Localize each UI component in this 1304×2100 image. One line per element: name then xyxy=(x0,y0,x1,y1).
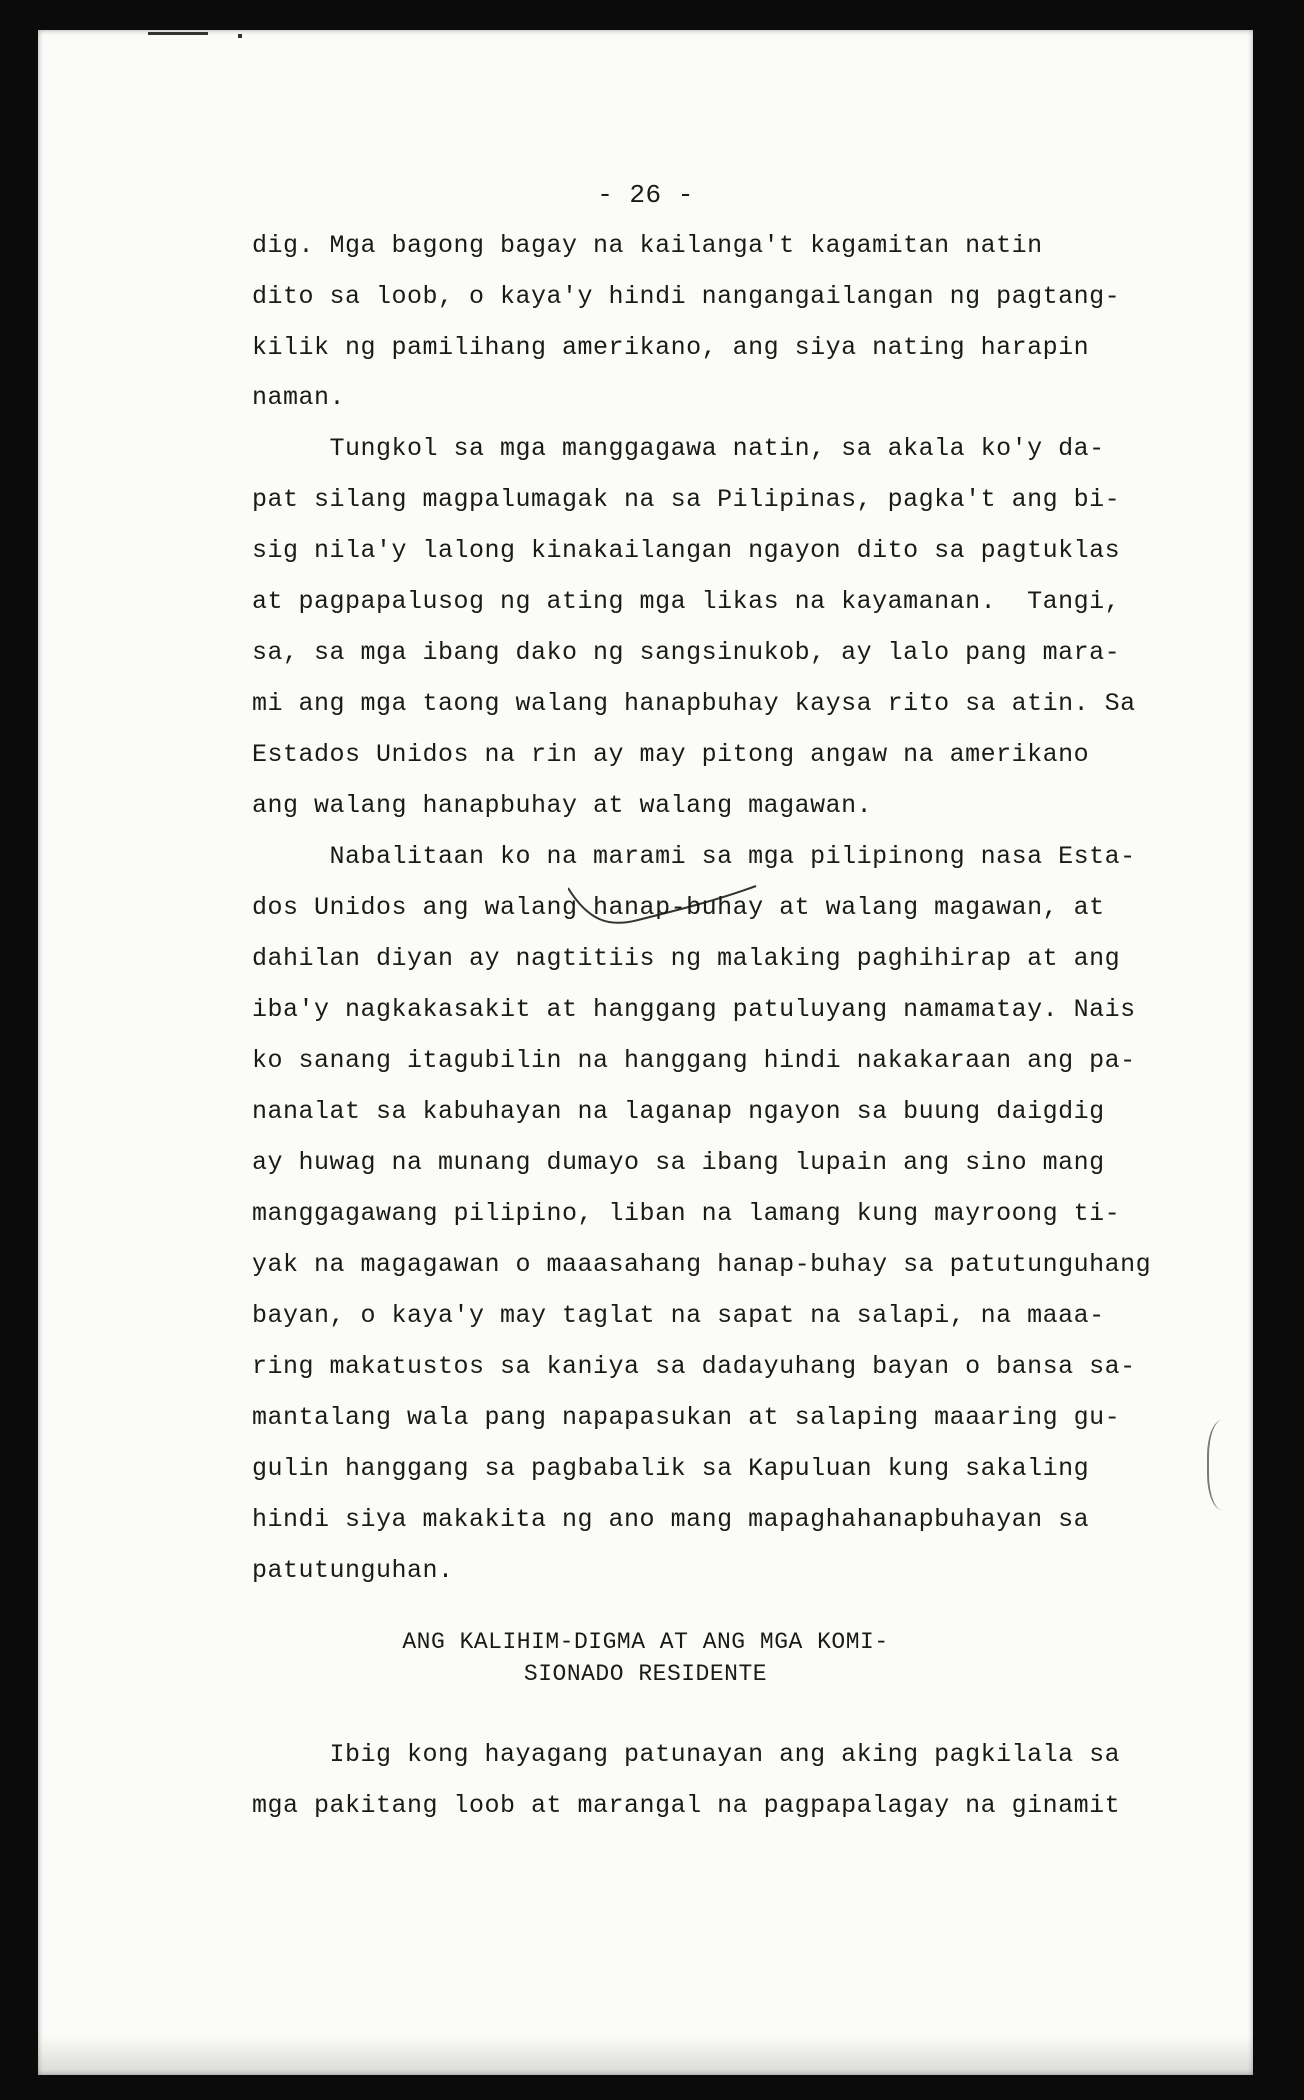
text-line: hindi siya makakita ng ano mang mapaghahanapbuhayan sa xyxy=(252,1505,1090,1534)
text-line: Estados Unidos na rin ay may pitong angaw na amerikano xyxy=(252,740,1090,769)
section-heading-line: SIONADO RESIDENTE xyxy=(523,1661,768,1687)
text-line: iba'y nagkakasakit at hanggang patuluyang namamatay. Nais xyxy=(252,995,1136,1024)
text-line: ay huwag na munang dumayo sa ibang lupain ang sino mang xyxy=(252,1148,1105,1177)
text-line: Nabalitaan ko na marami sa mga pilipinong nasa Esta- xyxy=(252,842,1136,871)
text-line: Tungkol sa mga manggagawa natin, sa akala ko'y da- xyxy=(252,434,1105,463)
text-line: patutunguhan. xyxy=(252,1556,454,1585)
text-line: naman. xyxy=(252,383,346,412)
text-line: kilik ng pamilihang amerikano, ang siya nating harapin xyxy=(252,333,1090,362)
stray-mark-top-dot xyxy=(238,34,242,38)
text-line: ko sanang itagubilin na hanggang hindi nakakaraan ang pa- xyxy=(252,1046,1136,1075)
text-line: ring makatustos sa kaniya sa dadayuhang bayan o bansa sa- xyxy=(252,1352,1136,1381)
text-line: mi ang mga taong walang hanapbuhay kaysa rito sa atin. Sa xyxy=(252,689,1136,718)
text-line: mantalang wala pang napapasukan at salaping maaaring gu- xyxy=(252,1403,1121,1432)
text-line: dig. Mga bagong bagay na kailanga't kagamitan natin xyxy=(252,231,1043,260)
page-number: - 26 - xyxy=(597,180,694,210)
text-line: dos Unidos ang walang hanap-buhay at walang magawan, at xyxy=(252,893,1105,922)
margin-mark xyxy=(1207,1420,1245,1510)
text-line: sig nila'y lalong kinakailangan ngayon dito sa pagtuklas xyxy=(252,536,1121,565)
text-line: ang walang hanapbuhay at walang magawan. xyxy=(252,791,873,820)
text-line: at pagpapalusog ng ating mga likas na kayamanan. Tangi, xyxy=(252,587,1121,616)
text-line: nanalat sa kabuhayan na laganap ngayon sa buung daigdig xyxy=(252,1097,1105,1126)
text-line: yak na magagawan o maaasahang hanap-buhay sa patutunguhang xyxy=(252,1250,1152,1279)
text-line: sa, sa mga ibang dako ng sangsinukob, ay lalo pang mara- xyxy=(252,638,1121,667)
text-line: mga pakitang loob at marangal na pagpapalagay na ginamit xyxy=(252,1791,1121,1820)
document-page xyxy=(38,30,1253,2075)
text-line: pat silang magpalumagak na sa Pilipinas, pagka't ang bi- xyxy=(252,485,1121,514)
text-line: gulin hanggang sa pagbabalik sa Kapuluan kung sakaling xyxy=(252,1454,1090,1483)
section-heading-line: ANG KALIHIM-DIGMA AT ANG MGA KOMI- xyxy=(402,1629,889,1655)
text-line: manggagawang pilipino, liban na lamang kung mayroong ti- xyxy=(252,1199,1121,1228)
text-line: dahilan diyan ay nagtitiis ng malaking paghihirap at ang xyxy=(252,944,1121,973)
text-line: Ibig kong hayagang patunayan ang aking pagkilala sa xyxy=(252,1740,1121,1769)
text-line: dito sa loob, o kaya'y hindi nangangailangan ng pagtang- xyxy=(252,282,1121,311)
text-line: bayan, o kaya'y may taglat na sapat na salapi, na maaa- xyxy=(252,1301,1105,1330)
stray-mark-top xyxy=(148,32,208,35)
